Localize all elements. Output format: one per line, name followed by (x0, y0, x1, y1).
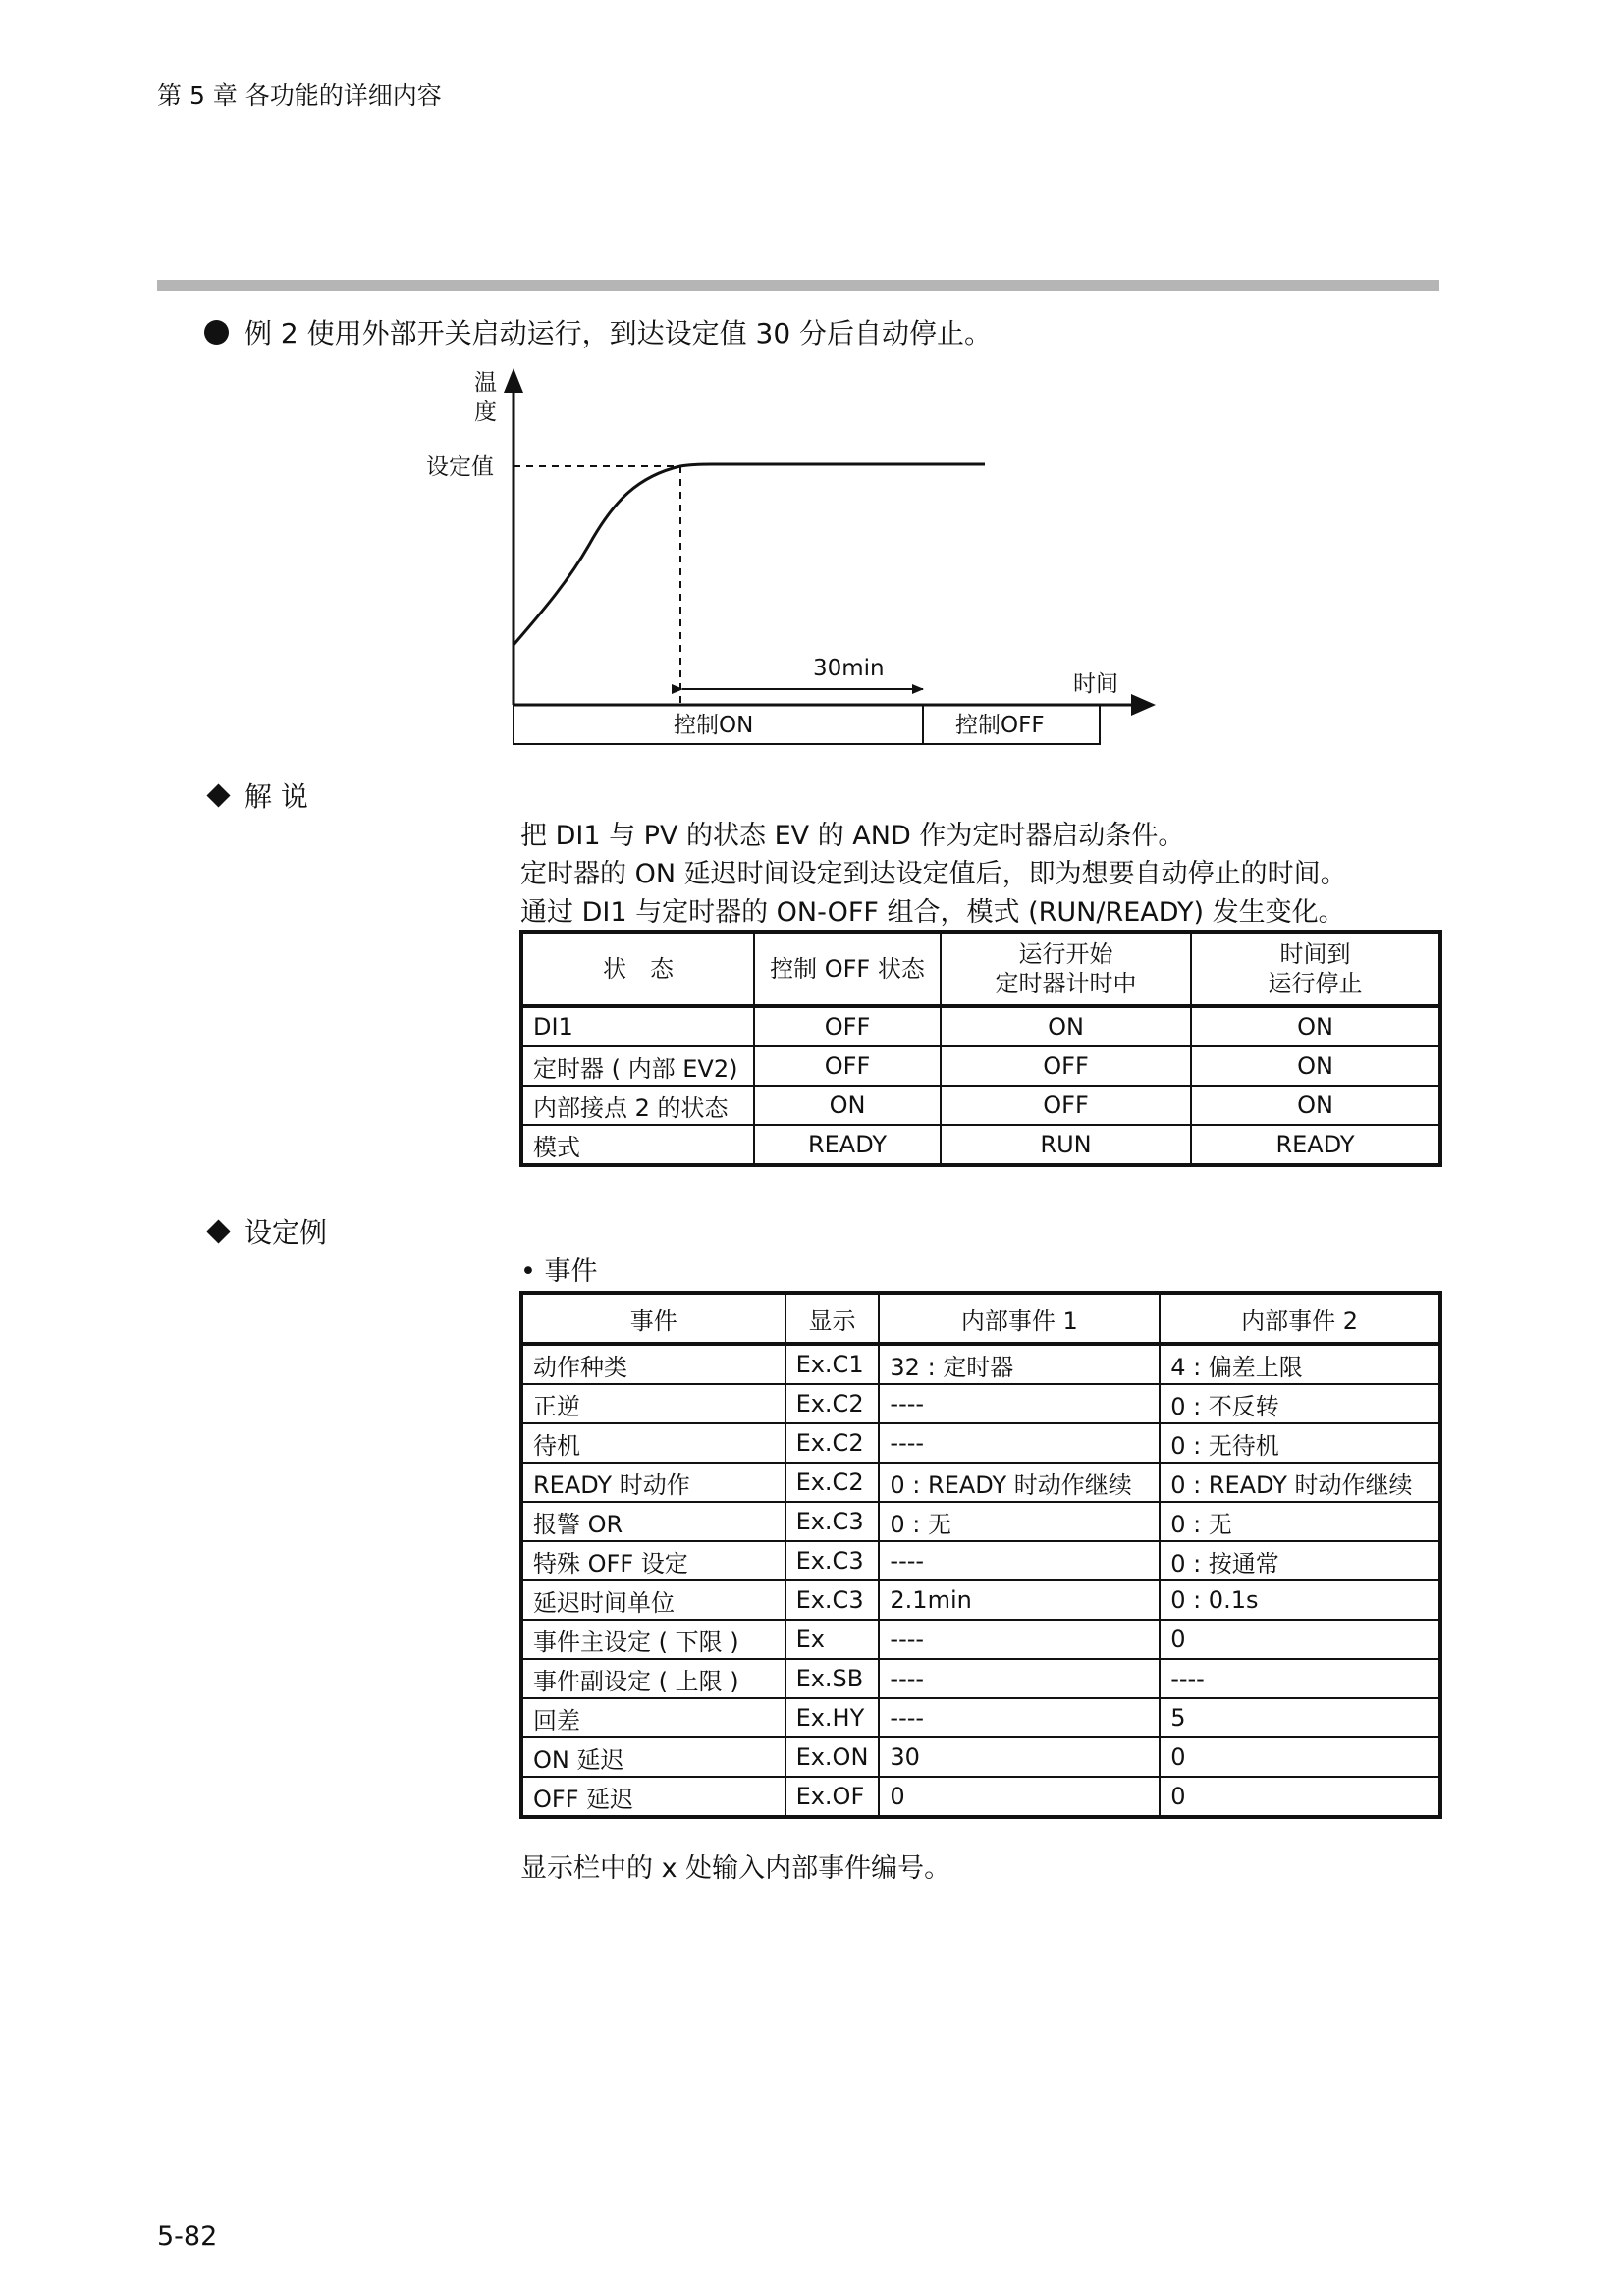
row-label: 动作种类 (521, 1344, 785, 1384)
table-cell: READY (754, 1125, 941, 1165)
row-label: 正逆 (521, 1384, 785, 1423)
x-axis-arrow-icon (1131, 694, 1156, 716)
row-label: 延迟时间单位 (521, 1580, 785, 1620)
explanation-heading (206, 775, 308, 815)
explanation-line-2: 定时器的 ON 延迟时间设定到达设定值后，即为想要自动停止的时间。 (520, 859, 1347, 889)
row-label: 模式 (521, 1125, 754, 1165)
temperature-time-figure (412, 358, 1168, 756)
diamond-bullet-icon (206, 783, 230, 807)
temperature-curve (514, 464, 985, 645)
table-cell: Ex.C3 (785, 1502, 880, 1541)
table-cell: 2.1min (879, 1580, 1160, 1620)
section-divider (157, 280, 1439, 291)
table-row (521, 1046, 1440, 1086)
table-cell: 0 (879, 1777, 1160, 1817)
header-line: 运行停止 (1268, 970, 1363, 997)
state-table-header-cell: 控制 OFF 状态 (754, 932, 941, 1006)
table-cell: 0 (1160, 1777, 1440, 1817)
table-cell: 0 : 无 (879, 1502, 1160, 1541)
table-cell: 0 : 无待机 (1160, 1423, 1440, 1463)
table-cell: ---- (879, 1541, 1160, 1580)
table-cell: 32 : 定时器 (879, 1344, 1160, 1384)
table-cell: ON (1191, 1086, 1440, 1125)
table-cell: ---- (879, 1620, 1160, 1659)
example-title (204, 312, 992, 351)
row-label: 内部接点 2 的状态 (521, 1086, 754, 1125)
table-cell: OFF (754, 1046, 941, 1086)
y-axis-label-2: 度 (474, 400, 497, 425)
y-axis-arrow-icon (504, 368, 523, 393)
table-cell: ---- (879, 1698, 1160, 1737)
table-cell: Ex.HY (785, 1698, 880, 1737)
header-line: 运行开始 (1018, 940, 1113, 968)
row-label: ON 延迟 (521, 1737, 785, 1777)
x-axis-label: 时间 (1073, 671, 1118, 697)
event-table-header-cell: 内部事件 1 (879, 1293, 1160, 1344)
y-axis-label-1: 温 (474, 370, 497, 396)
table-cell: 0 : READY 时动作继续 (1160, 1463, 1440, 1502)
control-off-label: 控制OFF (955, 713, 1045, 738)
state-table-header-cell (1191, 932, 1440, 1006)
state-table (519, 930, 1442, 1167)
state-table-header-row (521, 932, 1440, 1006)
table-row (521, 1777, 1440, 1817)
table-cell: Ex.C2 (785, 1463, 880, 1502)
table-cell: ---- (879, 1423, 1160, 1463)
row-label: 回差 (521, 1698, 785, 1737)
table-row (521, 1620, 1440, 1659)
table-cell: Ex.C3 (785, 1580, 880, 1620)
table-cell: Ex.ON (785, 1737, 880, 1777)
row-label: 事件副设定 ( 上限 ) (521, 1659, 785, 1698)
table-cell: Ex.C3 (785, 1541, 880, 1580)
page-number: 5-82 (157, 2221, 218, 2252)
table-cell: 0 (1160, 1620, 1440, 1659)
event-table-header-cell: 显示 (785, 1293, 880, 1344)
row-label: 事件主设定 ( 下限 ) (521, 1620, 785, 1659)
row-label: 报警 OR (521, 1502, 785, 1541)
table-cell: OFF (941, 1046, 1191, 1086)
table-row (521, 1423, 1440, 1463)
diamond-bullet-icon (206, 1219, 230, 1243)
table-cell: ---- (879, 1384, 1160, 1423)
table-cell: OFF (754, 1006, 941, 1046)
table-row (521, 1006, 1440, 1046)
event-settings-table (519, 1291, 1442, 1819)
table-cell: 30 (879, 1737, 1160, 1777)
state-table-header-cell (941, 932, 1191, 1006)
settings-heading (206, 1211, 327, 1251)
table-row (521, 1463, 1440, 1502)
table-cell: 0 : 不反转 (1160, 1384, 1440, 1423)
event-table-body (521, 1344, 1440, 1817)
table-cell: 0 (1160, 1737, 1440, 1777)
footnote: 显示栏中的 x 处输入内部事件编号。 (520, 1853, 951, 1884)
table-cell: 5 (1160, 1698, 1440, 1737)
row-label: 定时器 ( 内部 EV2) (521, 1046, 754, 1086)
chapter-header: 第 5 章 各功能的详细内容 (157, 81, 442, 110)
table-cell: ---- (879, 1659, 1160, 1698)
header-line: 定时器计时中 (995, 970, 1137, 997)
table-cell: 0 : 无 (1160, 1502, 1440, 1541)
settings-heading-text: 设定例 (244, 1216, 328, 1249)
table-cell: ON (941, 1006, 1191, 1046)
row-label: 特殊 OFF 设定 (521, 1541, 785, 1580)
table-row (521, 1125, 1440, 1165)
state-table-header-cell: 状 态 (521, 932, 754, 1006)
table-row (521, 1344, 1440, 1384)
table-cell: 0 : 0.1s (1160, 1580, 1440, 1620)
table-cell: 0 : 按通常 (1160, 1541, 1440, 1580)
table-cell: ON (1191, 1046, 1440, 1086)
table-cell: ON (754, 1086, 941, 1125)
table-row (521, 1737, 1440, 1777)
row-label: DI1 (521, 1006, 754, 1046)
row-label: 待机 (521, 1423, 785, 1463)
row-label: READY 时动作 (521, 1463, 785, 1502)
table-cell: READY (1191, 1125, 1440, 1165)
example-title-text: 例 2 使用外部开关启动运行，到达设定值 30 分后自动停止。 (244, 317, 993, 349)
events-sublabel: • 事件 (520, 1256, 598, 1287)
table-cell: Ex.C2 (785, 1423, 880, 1463)
event-table-header-row (521, 1293, 1440, 1344)
table-row (521, 1698, 1440, 1737)
event-table-header-cell: 事件 (521, 1293, 785, 1344)
explanation-line-3: 通过 DI1 与定时器的 ON-OFF 组合，模式 (RUN/READY) 发生变化。 (520, 897, 1345, 928)
duration-label: 30min (813, 656, 885, 681)
control-on-label: 控制ON (674, 713, 754, 738)
table-row (521, 1580, 1440, 1620)
table-cell: Ex.C1 (785, 1344, 880, 1384)
row-label: OFF 延迟 (521, 1777, 785, 1817)
header-line: 时间到 (1279, 940, 1351, 968)
table-cell: 4 : 偏差上限 (1160, 1344, 1440, 1384)
table-row (521, 1384, 1440, 1423)
table-row (521, 1502, 1440, 1541)
table-cell: 0 : READY 时动作继续 (879, 1463, 1160, 1502)
table-cell: Ex.OF (785, 1777, 880, 1817)
explanation-heading-text: 解 说 (244, 780, 308, 813)
table-cell: RUN (941, 1125, 1191, 1165)
table-cell: OFF (941, 1086, 1191, 1125)
table-cell: Ex.SB (785, 1659, 880, 1698)
table-row (521, 1086, 1440, 1125)
table-row (521, 1659, 1440, 1698)
table-row (521, 1541, 1440, 1580)
bullet-dot-icon (204, 320, 229, 345)
table-cell: Ex (785, 1620, 880, 1659)
explanation-line-1: 把 DI1 与 PV 的状态 EV 的 AND 作为定时器启动条件。 (520, 821, 1185, 851)
event-table-header-cell: 内部事件 2 (1160, 1293, 1440, 1344)
table-cell: ---- (1160, 1659, 1440, 1698)
table-cell: Ex.C2 (785, 1384, 880, 1423)
table-cell: ON (1191, 1006, 1440, 1046)
setpoint-label: 设定值 (426, 454, 494, 480)
